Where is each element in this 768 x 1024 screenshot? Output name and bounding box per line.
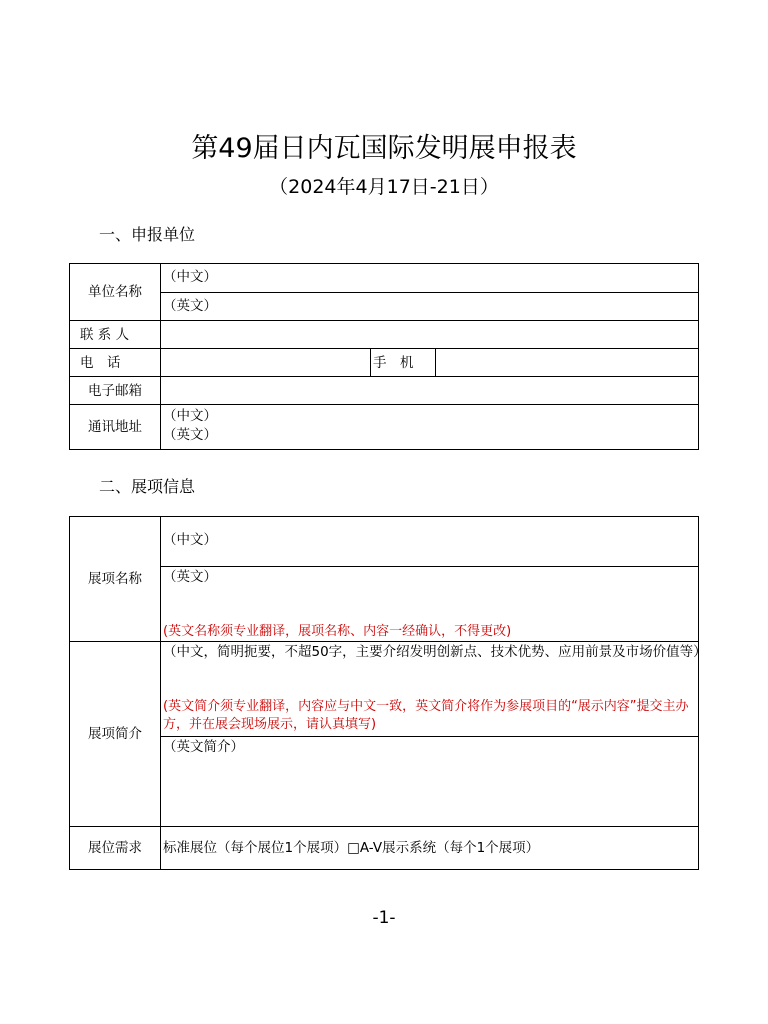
unit-name-en-field[interactable]: （英文） bbox=[160, 292, 698, 320]
email-label: 电子邮箱 bbox=[70, 376, 160, 404]
section-heading-exhibit: 二、展项信息 bbox=[99, 477, 196, 496]
exhibit-intro-cn-text: （中文，简明扼要，不超50字，主要介绍发明创新点、技术优势、应用前景及市场价值等） bbox=[163, 644, 707, 660]
contact-field[interactable] bbox=[160, 320, 698, 348]
exhibit-name-en-line: （英文） bbox=[163, 569, 217, 585]
unit-name-cn-field[interactable]: （中文） bbox=[160, 264, 698, 292]
contact-label: 联 系 人 bbox=[70, 320, 160, 348]
exhibit-name-note: (英文名称须专业翻译，展项名称、内容一经确认，不得更改) bbox=[163, 624, 512, 639]
address-cn-line: （中文） bbox=[163, 408, 217, 424]
exhibit-intro-en-field[interactable] bbox=[160, 736, 698, 826]
address-field[interactable] bbox=[160, 404, 698, 449]
email-field[interactable] bbox=[160, 376, 698, 404]
exhibit-table bbox=[69, 516, 707, 870]
page-number: -1- bbox=[372, 908, 396, 928]
unit-name-label: 单位名称 bbox=[88, 284, 142, 300]
mobile-field[interactable] bbox=[435, 348, 698, 376]
mobile-label: 手 机 bbox=[370, 348, 435, 376]
exhibit-intro-en-line: （英文简介） bbox=[163, 739, 244, 755]
exhibit-intro-note: (英文简介须专业翻译，内容应与中文一致，英文简介将作为参展项目的“展示内容”提交主办方，并在展会现场展示，请认真填写) bbox=[163, 699, 689, 732]
section-heading-applicant: 一、申报单位 bbox=[99, 225, 196, 244]
exhibit-name-en-field[interactable] bbox=[160, 566, 698, 641]
page-title: 第49届日内瓦国际发明展申报表 bbox=[191, 133, 577, 164]
address-en-line: （英文） bbox=[163, 427, 217, 443]
phone-field[interactable] bbox=[160, 348, 370, 376]
exhibit-name-label: 展项名称 bbox=[88, 571, 142, 587]
exhibit-intro-cn-field[interactable] bbox=[160, 641, 707, 736]
booth-label: 展位需求 bbox=[70, 826, 160, 869]
exhibit-intro-label: 展项简介 bbox=[70, 641, 160, 826]
exhibit-name-cn-field[interactable] bbox=[160, 517, 698, 566]
phone-label: 电 话 bbox=[70, 348, 160, 376]
applicant-table bbox=[69, 263, 699, 450]
address-label: 通讯地址 bbox=[70, 404, 160, 449]
exhibit-name-cn-line: （中文） bbox=[163, 532, 217, 548]
booth-options[interactable]: 标准展位（每个展位1个展项）□A-V展示系统（每个1个展项） bbox=[160, 826, 698, 869]
page-subtitle: （2024年4月17日-21日） bbox=[269, 176, 499, 198]
